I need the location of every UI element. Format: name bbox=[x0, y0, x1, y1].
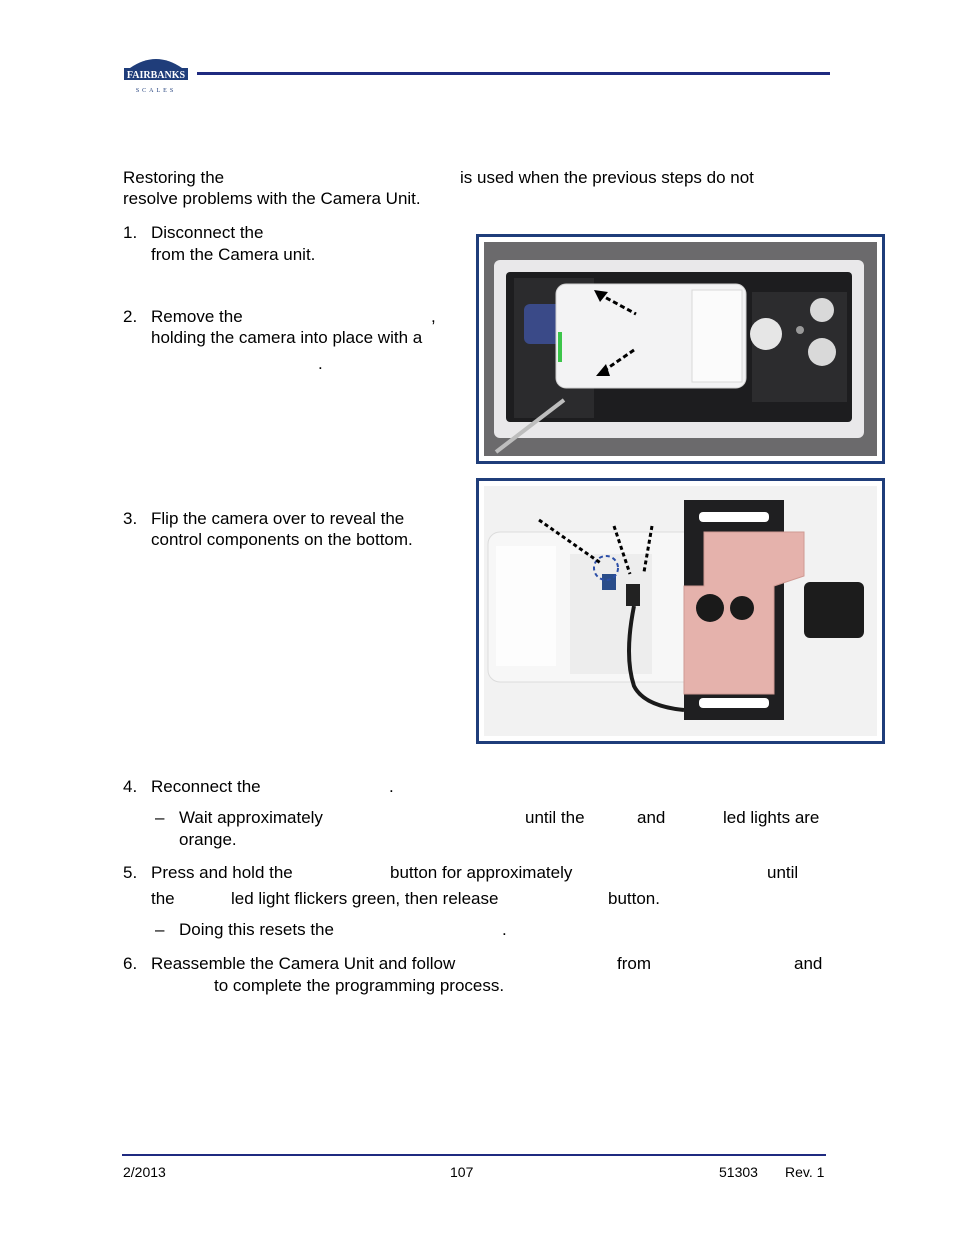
intro-text-b: is used when the previous steps do not bbox=[460, 168, 754, 187]
step-2-text: Remove the bbox=[151, 307, 243, 326]
camera-bottom-illustration bbox=[484, 486, 877, 736]
step-5-text-e: led light flickers green, then release bbox=[231, 889, 499, 908]
camera-housing-photo bbox=[476, 234, 885, 464]
logo-subtext: SCALES bbox=[135, 88, 177, 94]
footer-revision: Rev. 1 bbox=[785, 1164, 825, 1180]
step-1-number: 1. bbox=[123, 223, 138, 242]
intro-text-a: Restoring the bbox=[123, 168, 225, 187]
step-4-sub-text-d: led lights are bbox=[723, 808, 820, 827]
step-5-text-c: until bbox=[767, 863, 799, 882]
step-4-text: Reconnect the bbox=[151, 777, 261, 796]
step-6-text-a: Reassemble the Camera Unit and follow bbox=[151, 954, 456, 973]
step-4-sub-text-a: Wait approximately bbox=[179, 808, 323, 827]
header-rule bbox=[197, 72, 830, 75]
step-6-number: 6. bbox=[123, 954, 138, 973]
step-1-text-2: from the Camera unit. bbox=[151, 245, 316, 264]
step-4-bullet: – bbox=[155, 808, 165, 827]
step-1-text: Disconnect the bbox=[151, 223, 264, 242]
step-5-sub-text-a: Doing this resets the bbox=[179, 920, 334, 939]
step-4-dot: . bbox=[389, 777, 394, 796]
step-5-sub-text-b: . bbox=[502, 920, 507, 939]
step-4-sub-text-e: orange. bbox=[179, 830, 237, 849]
step-5-text-d: the bbox=[151, 889, 175, 908]
footer-date: 2/2013 bbox=[123, 1164, 166, 1180]
step-6-text-c: and bbox=[794, 954, 823, 973]
step-3-number: 3. bbox=[123, 509, 138, 528]
step-2-dot: . bbox=[318, 354, 323, 373]
step-3-text: Flip the camera over to reveal the bbox=[151, 509, 405, 528]
step-2-number: 2. bbox=[123, 307, 138, 326]
step-2-text-2: holding the camera into place with a bbox=[151, 328, 423, 347]
step-5-number: 5. bbox=[123, 863, 138, 882]
step-4-sub-text-b: until the bbox=[525, 808, 585, 827]
step-5-text-f: button. bbox=[608, 889, 660, 908]
logo-text: FAIRBANKS bbox=[126, 70, 186, 81]
fairbanks-logo bbox=[120, 52, 192, 98]
step-3-text-2: control components on the bottom. bbox=[151, 530, 413, 549]
step-4-number: 4. bbox=[123, 777, 138, 796]
camera-housing-illustration bbox=[484, 242, 877, 456]
step-6-text-b: from bbox=[617, 954, 651, 973]
step-2-comma: , bbox=[431, 307, 436, 326]
intro-text-c: resolve problems with the Camera Unit. bbox=[123, 189, 421, 208]
step-5-text-b: button for approximately bbox=[390, 863, 573, 882]
footer-document-number: 51303 bbox=[719, 1164, 758, 1180]
footer-page-number: 107 bbox=[450, 1164, 474, 1180]
footer-rule bbox=[122, 1154, 826, 1156]
step-6-text-d: to complete the programming process. bbox=[214, 976, 505, 995]
camera-bottom-photo bbox=[476, 478, 885, 744]
step-5-text-a: Press and hold the bbox=[151, 863, 293, 882]
step-4-sub-text-c: and bbox=[637, 808, 666, 827]
step-5-bullet: – bbox=[155, 920, 165, 939]
